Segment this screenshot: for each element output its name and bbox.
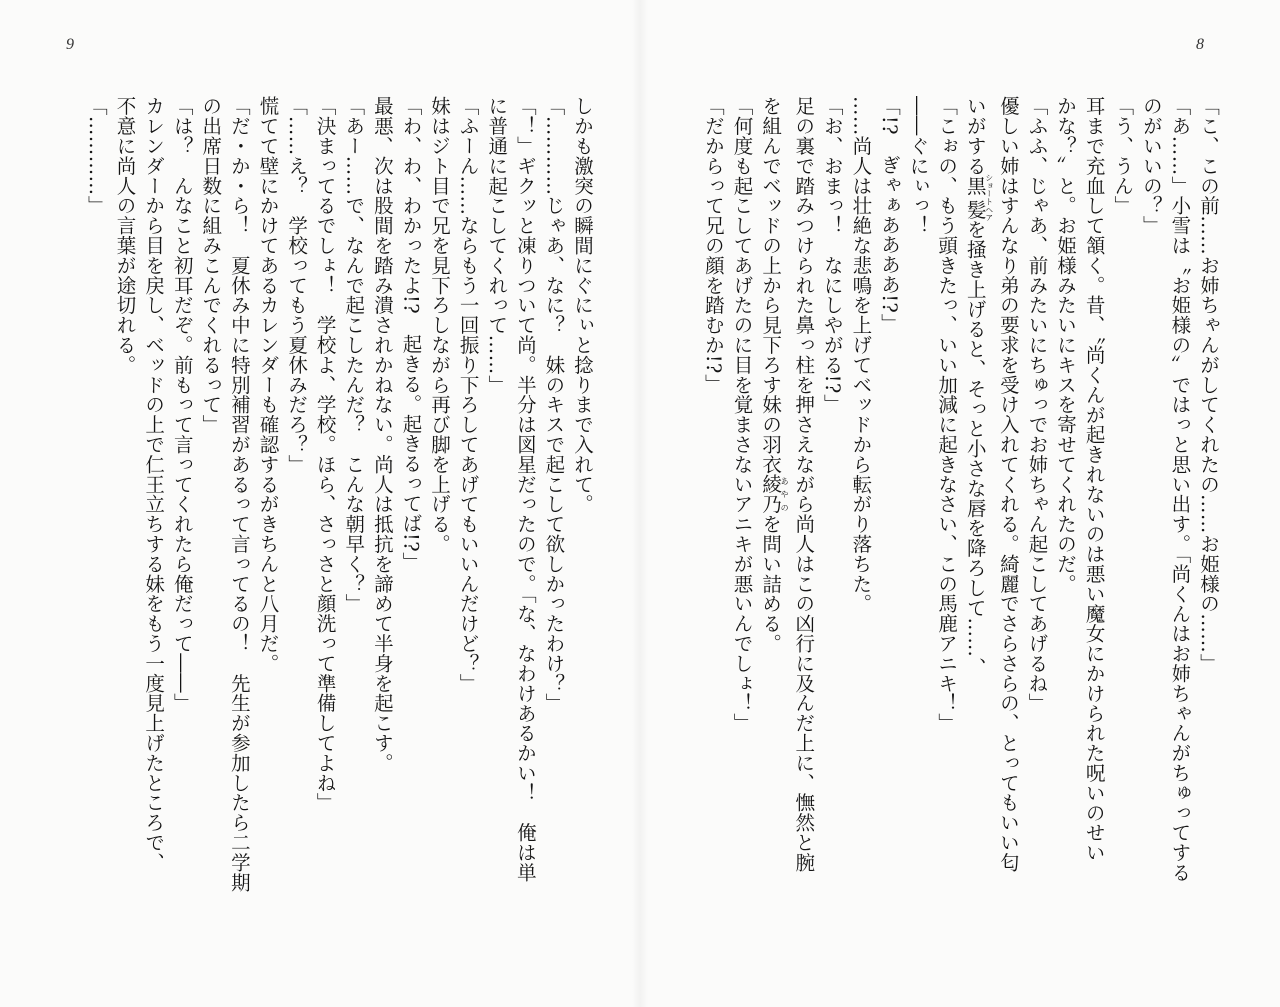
text-line: かな？〟と。お姫様みたいにキスを寄せてくれたのだ。 [1054, 96, 1078, 594]
text-line: 妹はジト目で兄を見下ろしながら再び脚を上げる。 [428, 96, 452, 554]
text-line: の出席日数に組みこんでくれるって」 [199, 96, 223, 435]
text-line: 「!? ぎゃぁああああ!?」 [877, 96, 901, 334]
text-line: 「う、うん」 [1111, 96, 1135, 216]
text-line-with-ruby-kurokami: いがする黒髪ショートヘアを掻き上げると、そっと小さな唇を降ろして……、 [963, 96, 994, 678]
text-line: 耳まで充血して頷く。昔、〝尚くんが起きれないのは悪い魔女にかけられた呪いのせい [1082, 96, 1106, 863]
text-line: 最悪、次は股間を踏み潰されかねない。尚人は抵抗を諦めて半身を起こす。 [370, 96, 394, 773]
text-line: 「ふふ、じゃあ、前みたいにちゅっでお姉ちゃん起こしてあげるね」 [1025, 96, 1049, 713]
page-number-right: 8 [1196, 36, 1204, 53]
ruby-reading: あやの [780, 474, 789, 514]
text-line: 「は？ んなこと初耳だぞ。前もって言ってくれたら俺だって――」 [170, 96, 194, 713]
text-line: 「…………」 [84, 96, 108, 216]
text-line: 慌てて壁にかけてあるカレンダーも確認するがきちんと八月だ。 [256, 96, 280, 674]
text-line: カレンダーから目を戻し、ベッドの上で仁王立ちする妹をもう一度見上げたところで、 [142, 96, 166, 873]
text-line: しかも激突の瞬間にぐにぃと捻りまで入れて。 [571, 96, 594, 514]
text-line: 「！」ギクッと凍りついて尚。半分は図星だったので。「な、なわけあるかい！ 俺は単 [513, 96, 537, 883]
text-line: に普通に起こしてくれって……」 [485, 96, 509, 395]
text-line: のがいいの？」 [1139, 96, 1163, 236]
page-number-left: 9 [66, 36, 74, 53]
text-line: 優しい姉はすんなり弟の要求を受け入れてくれる。綺麗でさらさらの、とってもいい匂 [996, 96, 1020, 873]
text-line: 「決まってるでしょ！ 学校よ、学校。ほら、さっさと顔洗って準備してよね」 [313, 96, 337, 813]
text-line: 「……え？ 学校ってもう夏休みだろ？」 [285, 96, 309, 475]
text-line: 不意に尚人の言葉が途切れる。 [113, 96, 137, 375]
text-line: 「だからって兄の顔を踏むか!?」 [701, 96, 725, 394]
text-line: ……尚人は壮絶な悲鳴を上げてベッドから転がり落ちた。 [849, 96, 873, 614]
text-line: 「お、おまっ！ なにしやがる!?」 [820, 96, 844, 414]
text-line: 「わ、わ、わかったよ!? 起きる。起きるってば!?」 [399, 96, 423, 572]
ruby-kurokami: 黒髪ショートヘア [963, 173, 994, 222]
text-line: 「あ……」小雪は〝お姫様の〟ではっと思い出す。「尚くんはお姉ちゃんがちゅってする [1168, 96, 1192, 883]
text-line: 「何度も起こしてあげたのに目を覚まさないアニキが悪いんでしょ！」 [730, 96, 754, 733]
right-page-body-text [662, 96, 1222, 976]
text-line: 「だ・か・ら！ 夏休み中に特別補習があるって言ってるの！ 先生が参加したら二学期 [227, 96, 251, 892]
text-line: 「あー……で、なんで起こしたんだ？ こんな朝早く？」 [342, 96, 366, 614]
text-line-with-ruby-ayano: を組んでベッドの上から見下ろす妹の羽衣綾乃あやのを問い詰める。 [759, 96, 789, 654]
text-line: 「…………じゃあ、なに？ 妹のキスで起こして欲しかったわけ？」 [542, 96, 566, 713]
text-line: 「ふーん……ならもう一回振り下ろしてあげてもいいんだけど？」 [456, 96, 480, 693]
right-page [640, 0, 1280, 1007]
text-line: 「こ、この前……お姉ちゃんがしてくれたの……お姫様の……」 [1197, 96, 1220, 674]
left-page-body-text [36, 96, 596, 976]
text-line: 「こぉの、もう頭きたっ、いい加減に起きなさい、この馬鹿アニキ！」 [935, 96, 959, 733]
ruby-ayano: 綾乃あやの [759, 474, 789, 514]
text-line: 足の裏で踏みつけられた鼻っ柱を押さえながら尚人はこの凶行に及んだ上に、憮然と腕 [792, 96, 816, 873]
text-line: ――ぐにぃっ！ [906, 96, 930, 236]
ruby-reading: ショートヘア [984, 173, 994, 222]
